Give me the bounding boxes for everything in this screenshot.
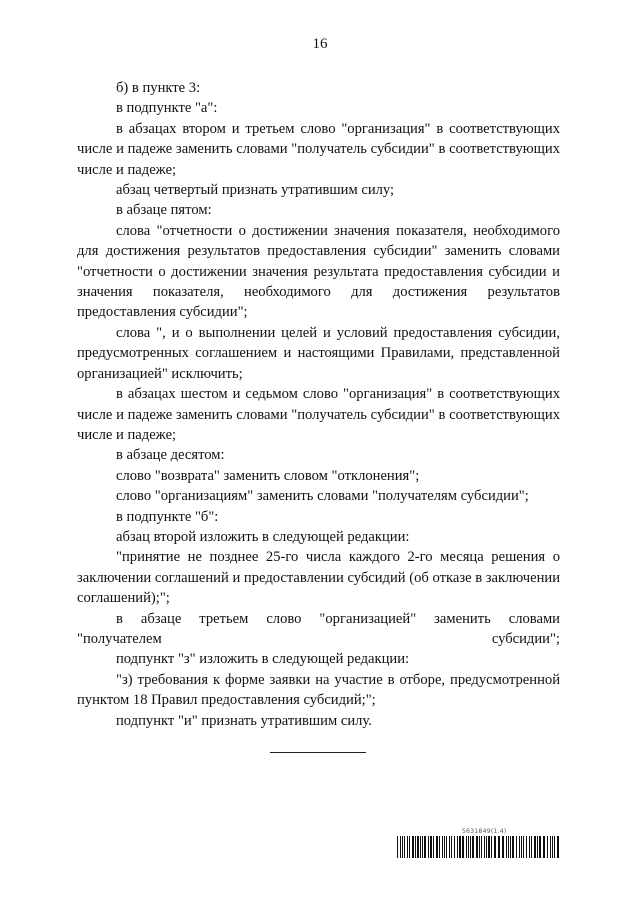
barcode-bar [397, 836, 398, 858]
barcode-bar [472, 836, 474, 858]
barcode-bar [494, 836, 496, 858]
barcode-bar [412, 836, 414, 858]
paragraph: в подпункте "а": [116, 100, 218, 117]
barcode-bar [422, 836, 423, 858]
barcode-bar [510, 836, 511, 858]
barcode-bar [552, 836, 553, 858]
barcode-bar [502, 836, 504, 858]
barcode-bar [436, 836, 438, 858]
paragraph: подпункт "и" признать утратившим силу. [116, 712, 372, 729]
barcode-bar [498, 836, 500, 858]
barcode-bar [481, 836, 482, 858]
barcode-bar [476, 836, 478, 858]
barcode-bar [466, 836, 467, 858]
barcode-label: 5631849(1.4) [462, 828, 507, 835]
barcode-bar [516, 836, 517, 858]
paragraph: в подпункте "б": [116, 508, 219, 525]
paragraph: подпункт "з" изложить в следующей редакции: [116, 651, 410, 668]
barcode-bar [470, 836, 471, 858]
paragraph: в абзаце третьем слово "организацией" заменить словами "получателем субсидии"; [77, 610, 560, 647]
barcode-bar [439, 836, 440, 858]
barcode-bar [543, 836, 545, 858]
barcode-bar [457, 836, 458, 858]
barcode-bar [539, 836, 541, 858]
barcode-bar [526, 836, 527, 858]
barcode-bar [407, 836, 408, 858]
barcode-bar [449, 836, 450, 858]
paragraph: "принятие не позднее 25-го числа каждого 2-го месяца решения о заключении соглашений и предоставлении субсидий (об отказе в заключении соглашений);"; [77, 549, 560, 607]
barcode-bar [529, 836, 530, 858]
barcode-bar [428, 836, 429, 858]
barcode-bar [484, 836, 485, 858]
barcode-bar [512, 836, 514, 858]
barcode-bar [451, 836, 452, 858]
paragraph: слово "возврата" заменить словом "отклонения"; [116, 467, 420, 484]
barcode-bar [454, 836, 455, 858]
barcode-bar [433, 836, 434, 858]
barcode-bar [537, 836, 538, 858]
paragraph: в абзацах шестом и седьмом слово "организация" в соответствующих числе и падеже заменить словами "получатель субсидии" в соответствующих числе и падеже; [77, 386, 560, 443]
page-number: 16 [312, 36, 328, 52]
barcode-bar [404, 836, 405, 858]
barcode-bar [459, 836, 461, 858]
barcode-bar [491, 836, 492, 858]
barcode-bar [488, 836, 490, 858]
barcode-bar [523, 836, 524, 858]
barcode-bar [519, 836, 520, 858]
barcode-bar [521, 836, 522, 858]
paragraph: абзац четвертый признать утратившим силу; [116, 182, 395, 199]
barcode-bar [550, 836, 551, 858]
barcode-bar [442, 836, 443, 858]
paragraph: б) в пункте 3: [116, 80, 201, 96]
barcode-bar [554, 836, 555, 858]
end-separator-line [270, 752, 366, 753]
barcode-bar [424, 836, 426, 858]
paragraph: в абзаце пятом: [116, 202, 212, 219]
paragraph: слова ", и о выполнении целей и условий предоставления субсидии, предусмотренных соглашением и настоящими Правилами, представленной организацией" исключить; [77, 324, 560, 382]
barcode-bar [479, 836, 480, 858]
paragraph: слова "отчетности о достижении значения показателя, необходимого для достижения результатов предоставления субсидии" заменить словами "отчетности о достижении значения результата предоставления субсидии и значения показателя, необходимого для достижения результатов предоставления субсидии"; [77, 222, 560, 321]
barcode-bar [409, 836, 410, 858]
barcode-bar [420, 836, 421, 858]
barcode-bar [547, 836, 548, 858]
paragraph: абзац второй изложить в следующей редакции: [116, 528, 410, 545]
paragraph: слово "организациям" заменить словами "получателям субсидии"; [116, 488, 529, 505]
barcode-bar [534, 836, 536, 858]
barcode-bar [415, 836, 416, 858]
barcode-bar [446, 836, 447, 858]
barcode [397, 836, 559, 858]
barcode-bar [557, 836, 559, 858]
barcode-bar [531, 836, 532, 858]
paragraph: в абзаце десятом: [116, 447, 225, 464]
barcode-bar [506, 836, 507, 858]
barcode-bar [430, 836, 432, 858]
barcode-bar [417, 836, 419, 858]
barcode-bar [400, 836, 401, 858]
document-body [77, 78, 560, 731]
barcode-bar [462, 836, 464, 858]
paragraph: в абзацах втором и третьем слово "организация" в соответствующих числе и падеже заменить словами "получатель субсидии" в соответствующих числе и падеже; [77, 120, 560, 178]
barcode-bar [508, 836, 509, 858]
barcode-bar [444, 836, 445, 858]
barcode-bar [468, 836, 469, 858]
barcode-bar [486, 836, 487, 858]
paragraph: "з) требования к форме заявки на участие в отборе, предусмотренной пунктом 18 Правил предоставления субсидий;"; [77, 671, 560, 709]
barcode-bar [402, 836, 403, 858]
